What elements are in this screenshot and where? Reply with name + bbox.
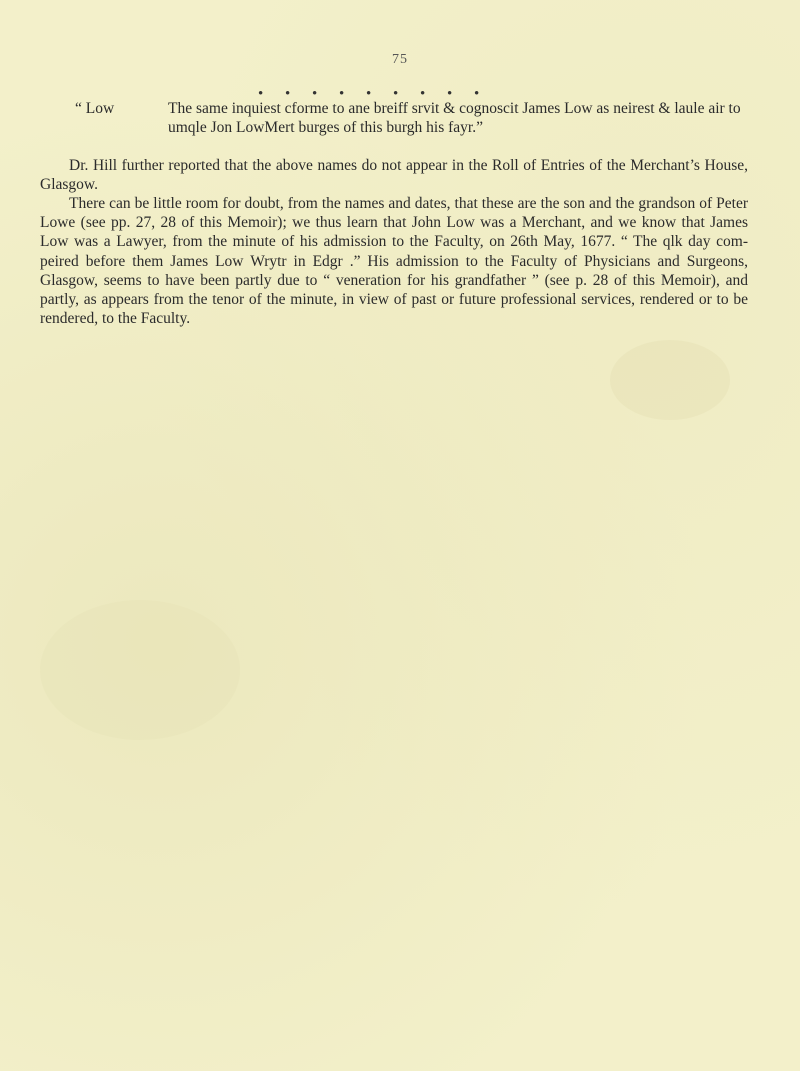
quote-body: The same inquiest cforme to ane breiff srvit & cognoscit James Low as neirest & laule air to umqle Jon LowMert burges of this burgh his fayr.” — [168, 100, 741, 136]
paragraph-merchants-house: Dr. Hill further reported that the above names do not appear in the Roll of Entries of the Merchant’s House, Glasgow. — [40, 157, 748, 194]
paragraph-lineage: There can be little room for doubt, from the names and dates, that these are the son and the grandson of Peter Lowe (see pp. 27, 28 of this Memoir); we thus learn that John Low was a Merchant, and we know that James Low was a Lawyer, from the minute of his admission to the Faculty, on 26th May, 1677. “ The qlk day com-peired before them James Low Wrytr in Edgr .” His admission to the Faculty of Physicians and Surgeons, Glasgow, seems to have been partly due to “ veneration for his grandfather ” (see p. 28 of this Memoir), and partly, as appears from the tenor of the minute, in view of past or future professional services, rendered or to be rendered, to the Faculty. — [40, 195, 748, 328]
page-number: 75 — [392, 52, 408, 67]
paper-stain — [40, 600, 240, 740]
omission-dots: • • • • • • • • • — [258, 86, 489, 102]
paper-stain — [610, 340, 730, 420]
quote-label: “ Low — [75, 100, 115, 117]
quoted-record — [72, 99, 772, 137]
